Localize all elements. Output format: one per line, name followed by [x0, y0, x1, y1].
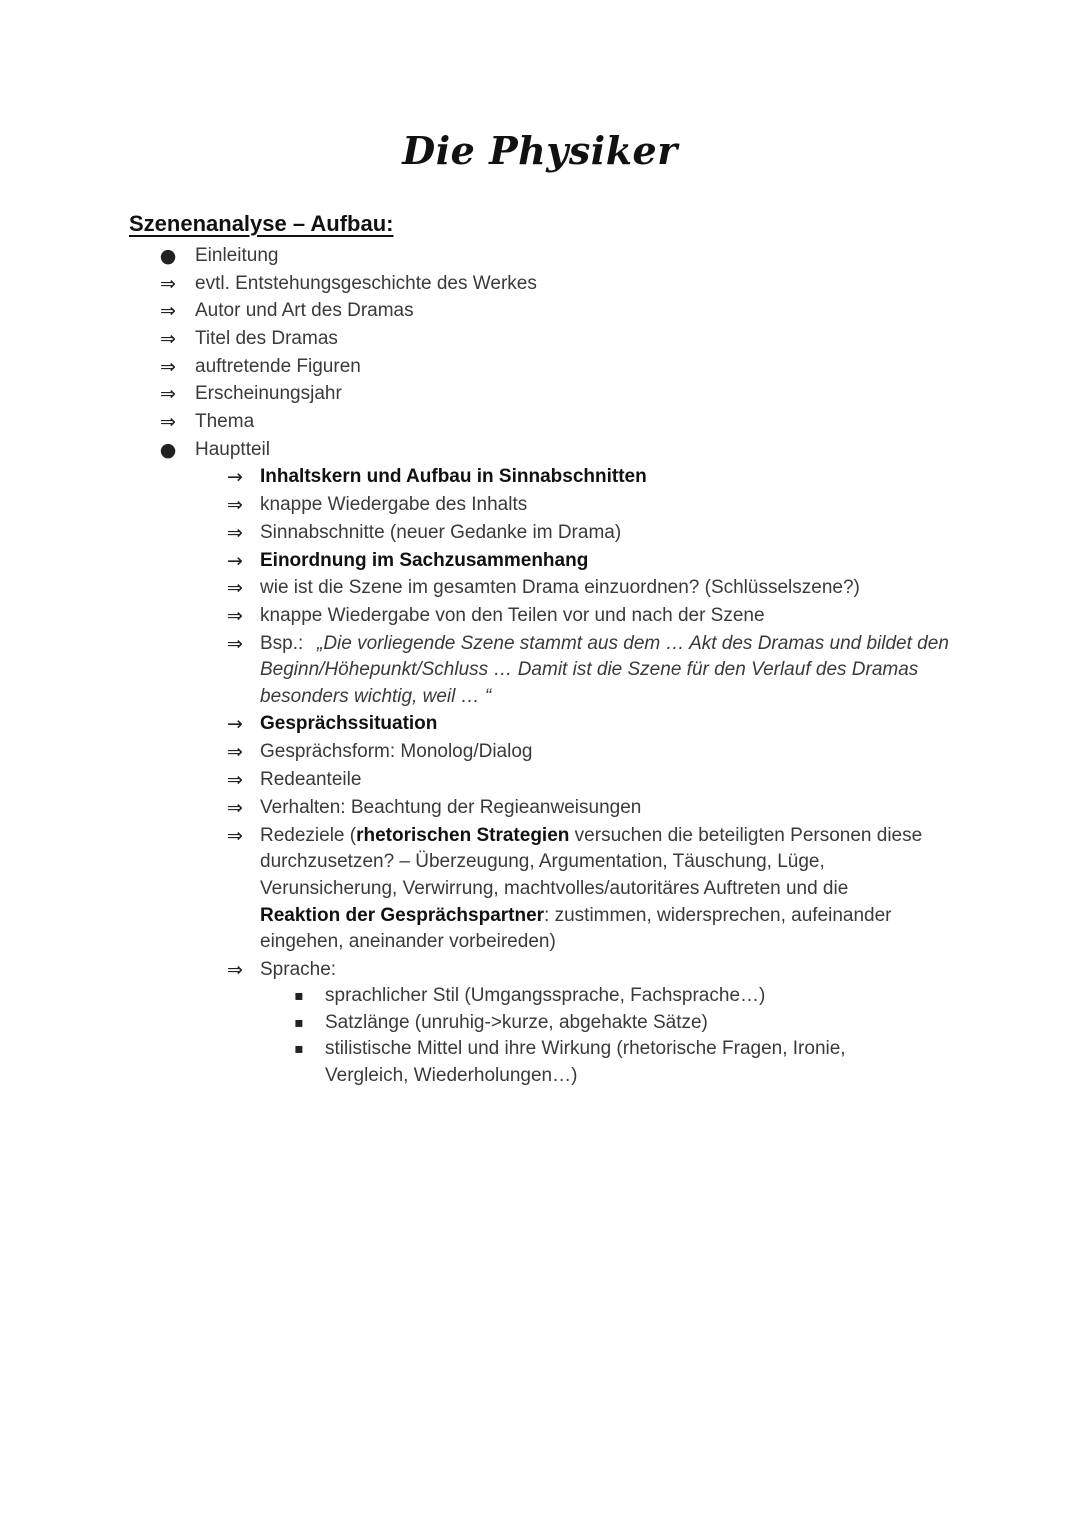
list-item-label: Hauptteil	[195, 439, 270, 460]
example-line: Beginn/Höhepunkt/Schluss … Damit ist die Szene für den Verlauf des Dramas	[260, 659, 919, 680]
redeziele-text	[260, 823, 922, 849]
double-arrow-icon: ⇒	[227, 741, 243, 763]
square-bullet-icon: ▪	[294, 1041, 304, 1057]
list-item-text: wie ist die Szene im gesamten Drama einzuordnen? (Schlüsselszene?)	[260, 577, 860, 598]
section-heading: Szenenanalyse – Aufbau:	[129, 211, 394, 236]
redeziele-line: durchzusetzen? – Überzeugung, Argumentation, Täuschung, Lüge,	[260, 851, 825, 872]
subsection-label: Gesprächssituation	[260, 713, 438, 734]
list-item-text: Thema	[195, 411, 255, 432]
list-item-text: Sinnabschnitte (neuer Gedanke im Drama)	[260, 522, 622, 543]
subsection-label: Einordnung im Sachzusammenhang	[260, 550, 589, 571]
double-arrow-icon: ⇒	[160, 300, 176, 322]
page-title: Die Physiker	[402, 128, 678, 173]
double-arrow-icon: ⇒	[227, 825, 243, 847]
bullet-icon: ●	[159, 245, 177, 267]
redeziele-part: Redeziele (	[260, 825, 357, 846]
double-arrow-icon: ⇒	[227, 522, 243, 544]
double-arrow-icon: ⇒	[227, 577, 243, 599]
list-item-text: Verhalten: Beachtung der Regieanweisungen	[260, 797, 642, 818]
list-item-text: auftretende Figuren	[195, 356, 361, 377]
sub-list-item-text: stilistische Mittel und ihre Wirkung (rhetorische Fragen, Ironie,	[325, 1038, 846, 1059]
arrow-icon: →	[227, 713, 243, 735]
sub-list-item-text: sprachlicher Stil (Umgangssprache, Fachsprache…)	[325, 985, 766, 1006]
list-item-text: Titel des Dramas	[195, 328, 338, 349]
subsection-label: Inhaltskern und Aufbau in Sinnabschnitten	[260, 466, 647, 487]
redeziele-emphasis: Reaktion der Gesprächspartner	[260, 905, 545, 926]
list-item-text: knappe Wiedergabe des Inhalts	[260, 494, 528, 515]
example-line: besonders wichtig, weil … “	[260, 686, 492, 707]
list-item-text: Autor und Art des Dramas	[195, 300, 414, 321]
list-item-text: Gesprächsform: Monolog/Dialog	[260, 741, 533, 762]
sub-list-item-text: Satzlänge (unruhig->kurze, abgehakte Sätze)	[325, 1012, 708, 1033]
list-item-text: Erscheinungsjahr	[195, 383, 342, 404]
double-arrow-icon: ⇒	[160, 383, 176, 405]
list-item-text: knappe Wiedergabe von den Teilen vor und nach der Szene	[260, 605, 765, 626]
square-bullet-icon: ▪	[294, 1015, 304, 1031]
double-arrow-icon: ⇒	[227, 605, 243, 627]
list-item-text: Sprache:	[260, 959, 337, 980]
sub-list-item-continuation: Vergleich, Wiederholungen…)	[325, 1065, 578, 1086]
bullet-icon: ●	[159, 439, 177, 461]
example-quote: „Die vorliegende Szene stammt aus dem … Akt des Dramas und bildet den	[317, 633, 949, 654]
double-arrow-icon: ⇒	[160, 328, 176, 350]
redeziele-line	[260, 903, 892, 929]
redeziele-line: Verunsicherung, Verwirrung, machtvolles/autoritäres Auftreten und die	[260, 878, 849, 899]
redeziele-line: eingehen, aneinander vorbeireden)	[260, 931, 556, 952]
list-item-text: evtl. Entstehungsgeschichte des Werkes	[195, 273, 537, 294]
square-bullet-icon: ▪	[294, 988, 304, 1004]
double-arrow-icon: ⇒	[227, 633, 243, 655]
redeziele-part: : zustimmen, widersprechen, aufeinander	[544, 905, 892, 926]
double-arrow-icon: ⇒	[227, 769, 243, 791]
double-arrow-icon: ⇒	[160, 273, 176, 295]
redeziele-part: versuchen die beteiligten Personen diese	[569, 825, 923, 846]
arrow-icon: →	[227, 550, 243, 572]
redeziele-emphasis: rhetorischen Strategien	[356, 825, 570, 846]
list-item-label: Einleitung	[195, 245, 279, 266]
arrow-icon: →	[227, 466, 243, 488]
double-arrow-icon: ⇒	[160, 356, 176, 378]
double-arrow-icon: ⇒	[227, 959, 243, 981]
example-prefix: Bsp.:	[260, 633, 304, 654]
double-arrow-icon: ⇒	[160, 411, 176, 433]
double-arrow-icon: ⇒	[227, 494, 243, 516]
double-arrow-icon: ⇒	[227, 797, 243, 819]
list-item-text: Redeanteile	[260, 769, 362, 790]
